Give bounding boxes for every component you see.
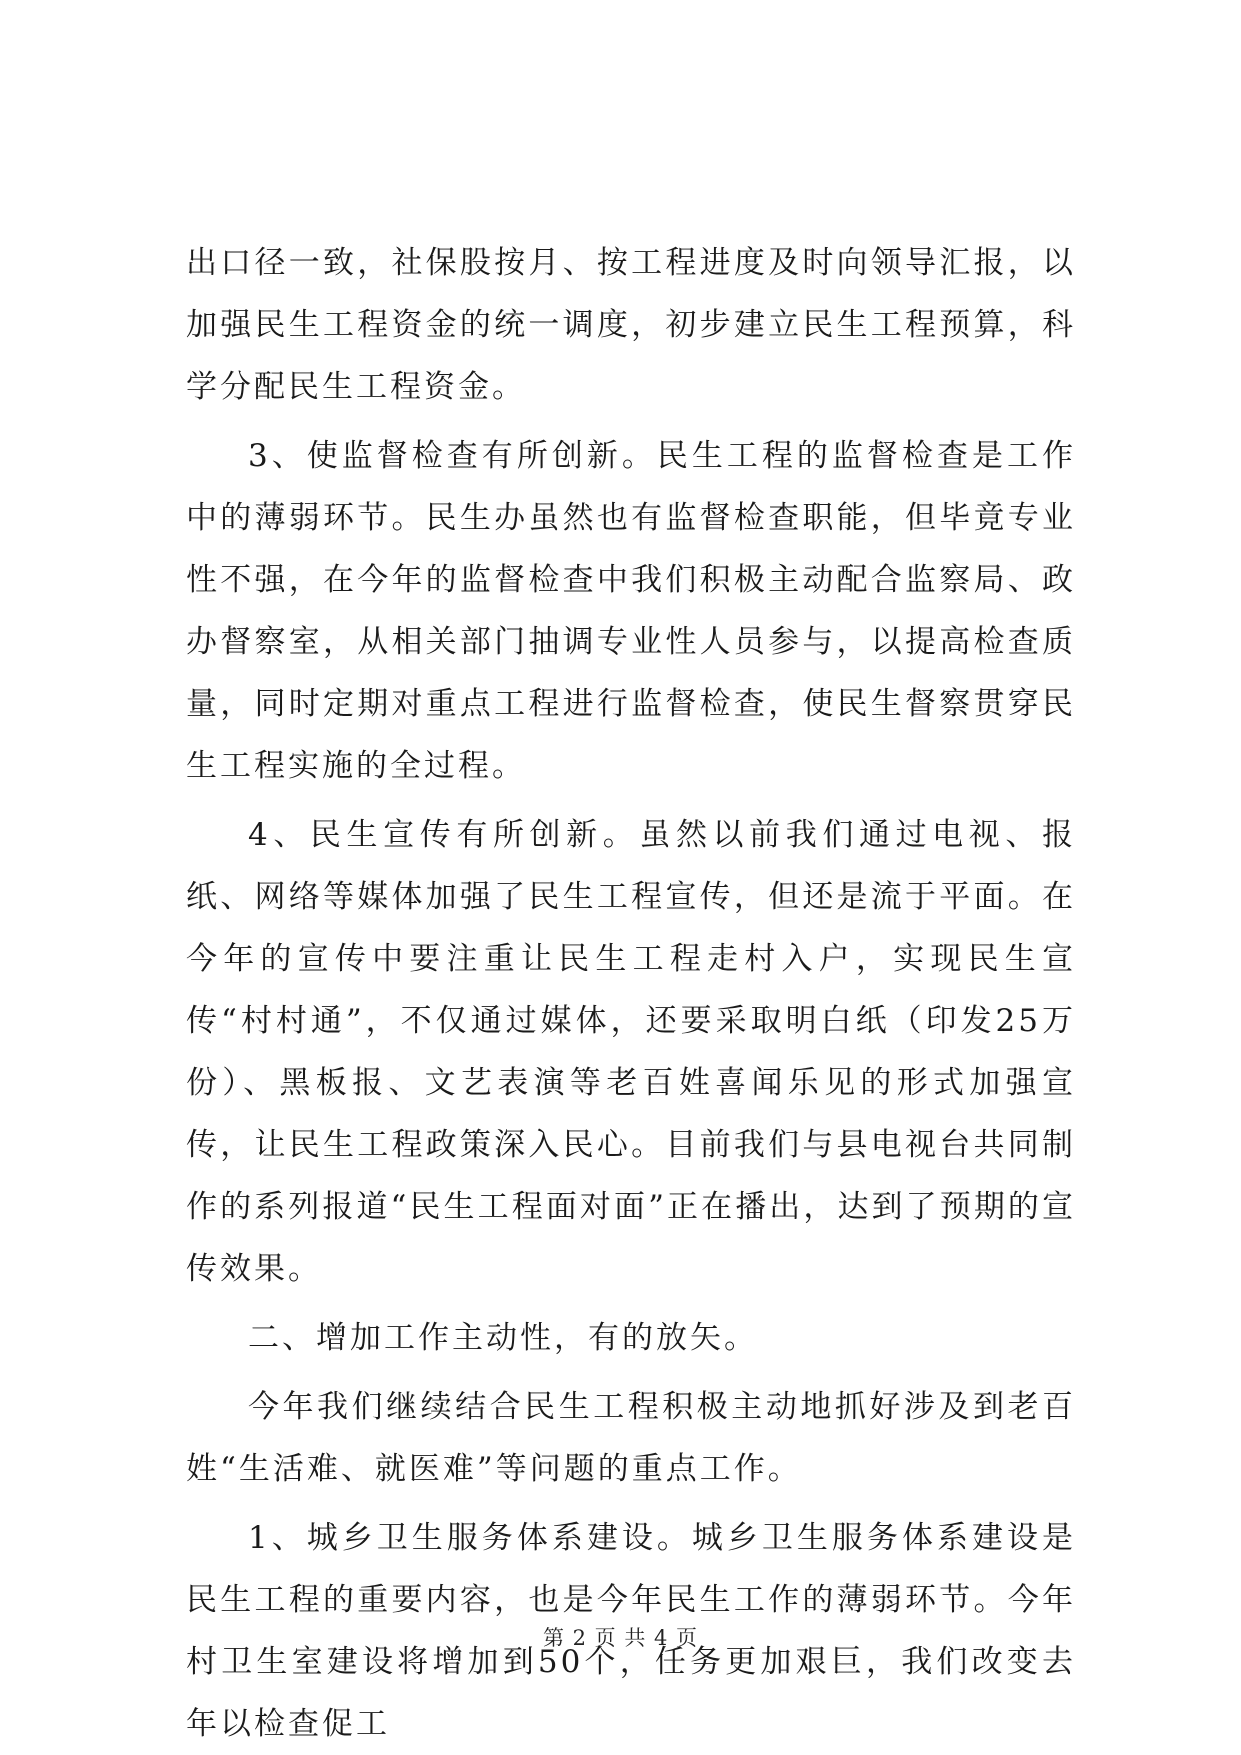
page-number-footer: 第 2 页 共 4 页 xyxy=(542,1626,699,1650)
paragraph-3: 4、民生宣传有所创新。虽然以前我们通过电视、报纸、网络等媒体加强了民生工程宣传，但还是流于平面。在今年的宣传中要注重让民生工程走村入户，实现民生宣传“村村通”，不仅通过媒体，还要采取明白纸（印发25万份）、黑板报、文艺表演等老百姓喜闻乐见的形式加强宣传，让民生工程政策深入民心。目前我们与县电视台共同制作的系列报道“民生工程面对面”正在播出，达到了预期的宣传效果。 xyxy=(186,817,1076,1287)
paragraph-4: 今年我们继续结合民生工程积极主动地抓好涉及到老百姓“生活难、就医难”等问题的重点工作。 xyxy=(186,1389,1076,1487)
document-body xyxy=(186,232,1076,1755)
paragraph-2: 3、使监督检查有所创新。民生工程的监督检查是工作中的薄弱环节。民生办虽然也有监督检查职能，但毕竟专业性不强，在今年的监督检查中我们积极主动配合监察局、政办督察室，从相关部门抽调专业性人员参与，以提高检查质量，同时定期对重点工程进行监督检查，使民生督察贯穿民生工程实施的全过程。 xyxy=(186,438,1076,784)
paragraph-1: 出口径一致，社保股按月、按工程进度及时向领导汇报，以加强民生工程资金的统一调度，初步建立民生工程预算，科学分配民生工程资金。 xyxy=(186,245,1076,405)
paragraph-5: 1、城乡卫生服务体系建设。城乡卫生服务体系建设是民生工程的重要内容，也是今年民生工作的薄弱环节。今年村卫生室建设将增加到50个，任务更加艰巨，我们改变去年以检查促工 xyxy=(186,1520,1076,1742)
section-heading: 二、增加工作主动性，有的放矢。 xyxy=(248,1320,758,1356)
